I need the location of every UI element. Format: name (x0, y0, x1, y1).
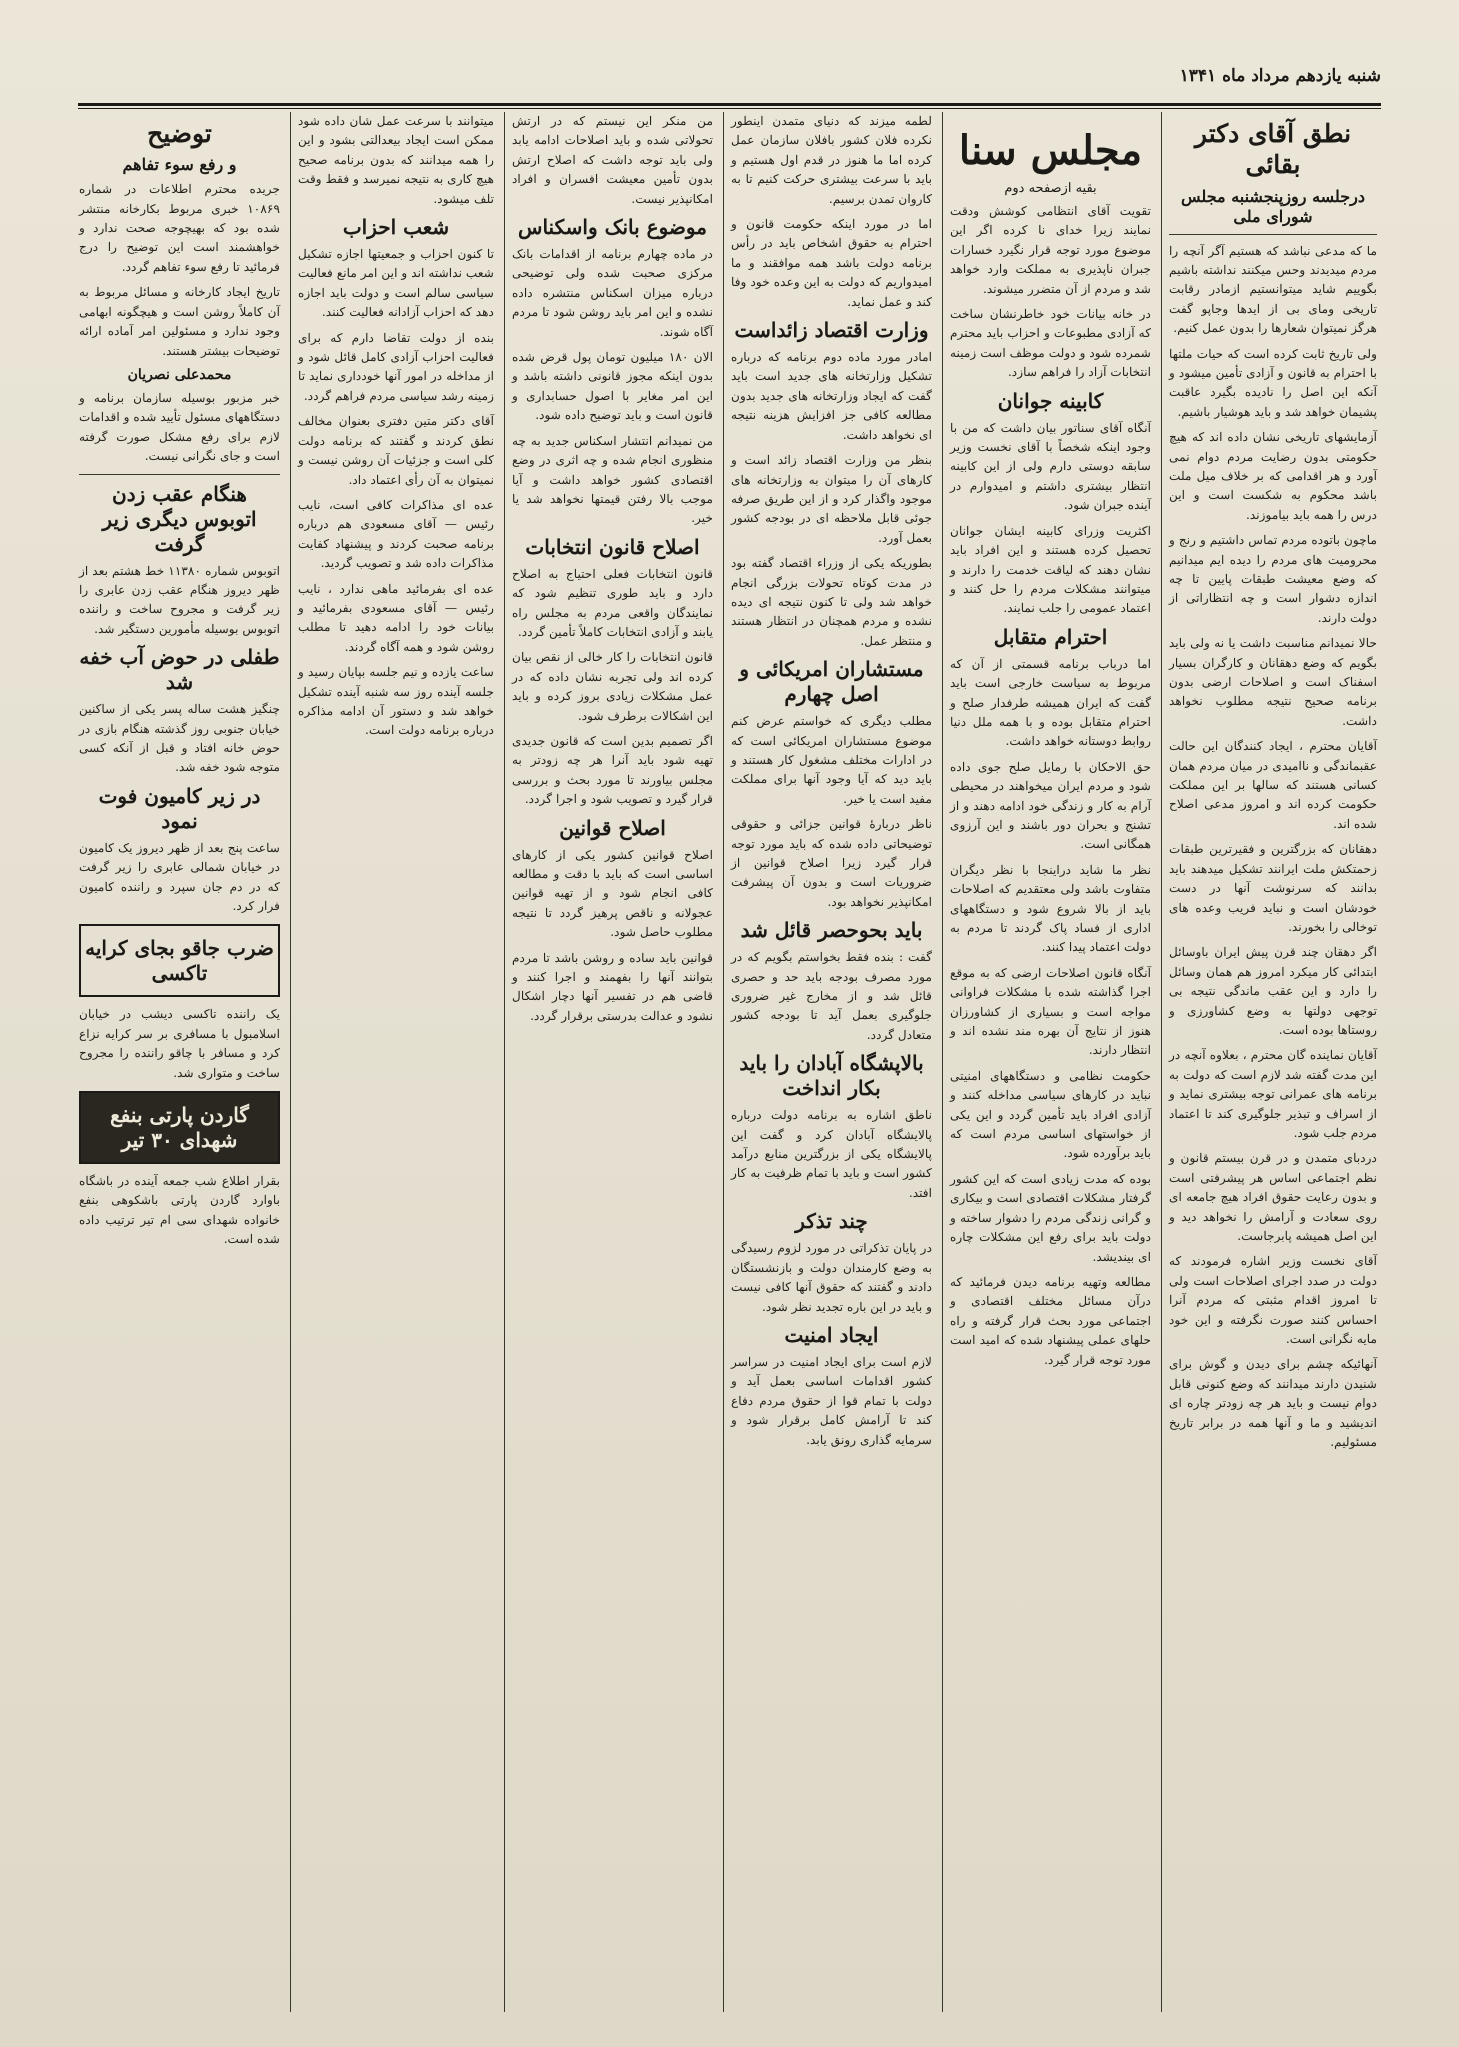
paragraph: میتوانند با سرعت عمل شان داده شود ممکن است ایجاد بیعدالتی بشود و این را همه میدانند که بدون برنامه صحیح هیچ کاری به نتیجه نمیرسد و فقط وقت تلف میشود. (298, 114, 494, 206)
paragraph: چنگیز هشت ساله پسر یکی از ساکنین خیابان جنوبی روز گذشته هنگام بازی در حوض خانه افتاد و قبل از آنکه کسی متوجه شود خفه شد. (79, 702, 280, 775)
paragraph: من منکر این نیستم که در ارتش تحولاتی شده و باید اصلاحات ادامه یابد ولی باید توجه داشت که اصلاح ارتش بدون تأمین معیشت افسران و افراد امکانپذیر نیست. (512, 114, 713, 206)
paragraph: حق الاحکان با رمایل صلح جوی داده شود و مردم ایران میخواهند در محیطی آرام به کار و زندگی خود ادامه دهند و از تشنج و بحران دور باشند و این آرزوی همگانی است. (950, 759, 1151, 852)
paragraph: ساعت پنج بعد از ظهر دیروز یک کامیون در خیابان شمالی عابری را زیر گرفت که در دم جان سپرد و راننده کامیون فرار کرد. (79, 840, 280, 913)
paragraph: لازم است برای ایجاد امنیت در سراسر کشور اقدامات اساسی بعمل آید و دولت با تمام قوا از حقوق مردم دفاع کند تا آرامش کامل برقرار شود و سرمایه گذاری رونق یابد. (731, 1354, 932, 1447)
paragraph: قانون انتخابات فعلی احتیاج به اصلاح دارد و باید طوری تنظیم شود که نمایندگان واقعی مردم به مجلس راه یابند و آزادی انتخابات کاملاً تأمین گردد. (512, 566, 713, 639)
headline-taxi-knife: ضرب جاقو بجای کرایه تاکسی (85, 936, 274, 986)
subheading: موضوع بانک واسکناس (518, 215, 707, 240)
paragraph: یک راننده تاکسی دیشب در خیابان اسلامبول با مسافری بر سر کرایه نزاع کرد و مسافر با چاقو راننده را مجروح ساخت و متواری شد. (79, 1007, 280, 1080)
paragraph: در پایان تذکراتی در مورد لزوم رسیدگی به وضع کارمندان دولت و بازنشستگان دادند و گفتند که حقوق آنها کافی نیست و باید در این باره تجدید نظر شود. (731, 1241, 932, 1314)
paragraph: ماچون باتوده مردم تماس داشتیم و رنج و محرومیت های مردم را دیده ایم میدانیم که وضع معیشت طبقات پایین تا چه اندازه دشوار است و چه انتظاراتی از دولت دارند. (1169, 533, 1377, 625)
paragraph: حالا نمیدانم مناسبت داشت یا نه ولی باید بگویم که وضع دهقانان و کارگران بسیار اسفناک است و اصلاحات ارضی بدون برنامه صحیح نتیجه مطلوب نخواهد داشت. (1169, 636, 1377, 728)
paragraph: اگر دهقان چند قرن پیش ایران باوسائل ابتدائی کار میکرد امروز هم همان وسائل را دارد و این عقب ماندگی نتیجه بی توجهی دولتها به وضع کشاورزی و روستاها بوده است. (1169, 945, 1377, 1037)
paragraph: ناظر دربارهٔ قوانین جزائی و حقوقی توضیحاتی داده شده که باید مورد توجه قرار گیرد زیرا اصلاح قوانین از ضروریات است و بدون آن پیشرفت امکانپذیر نخواهد بود. (731, 817, 932, 909)
subheading: احترام متقابل (993, 624, 1108, 649)
paragraph: آنهائیکه چشم برای دیدن و گوش برای شنیدن دارند میدانند که وضع کنونی قابل دوام نیست و باید هر چه زودتر چاره ای اندیشید و ما و آنها همه در برابر تاریخ مسئولیم. (1169, 1357, 1377, 1450)
header-rule (78, 103, 1381, 106)
paragraph: در ماده چهارم برنامه از اقدامات بانک مرکزی صحبت شده ولی توضیحی درباره میزان اسکناس منتشره داده نشده و این امر باید روشن شود تا مردم آگاه شوند. (512, 247, 713, 339)
subheading: چند تذکر (795, 1209, 868, 1234)
paragraph: حکومت نظامی و دستگاههای امنیتی نباید در کارهای سیاسی مداخله کنند و آزادی افراد باید تأمین گردد و این یکی از خواستهای اساسی مردم است که باید برآورده شود. (950, 1068, 1151, 1161)
headline-child-drowned: طفلی در حوض آب خفه شد (79, 645, 280, 695)
paragraph: الان ۱۸۰ میلیون تومان پول قرض شده بدون اینکه مجوز قانونی داشته باشد و این امر مغایر با اصول حسابداری و قانون است و باید توضیح داده شود. (512, 350, 713, 423)
column-senate-cont-3 (291, 112, 501, 2012)
paragraph: آزمایشهای تاریخی نشان داده اند که هیچ حکومتی بدون رضایت مردم دوام نمی آورد و هر اقدامی که بر خلاف میل ملت باشد محکوم به شکست است و این درس را همه باید بیاموزند. (1169, 430, 1377, 522)
paragraph: بنظر من وزارت اقتصاد زائد است و کارهای آن را میتوان به وزارتخانه های موجود واگذار کرد و از این طریق صرفه جوئی قابل ملاحظه ای در بودجه کشور بعمل آورد. (731, 453, 932, 545)
paragraph: آقایان نماینده گان محترم ، بعلاوه آنچه در این مدت گفته شد لازم است که دولت به برنامه های عمرانی توجه بیشتری نماید و از اسراف و تبذیر جلوگیری کند تا اعتماد مردم جلب شود. (1169, 1048, 1377, 1140)
paragraph: ناطق اشاره به برنامه دولت درباره پالایشگاه آبادان کرد و گفت این پالایشگاه یکی از بزرگترین منابع درآمد کشور است و باید با تمام ظرفیت به کار افتد. (731, 1108, 932, 1200)
paragraph: اتوبوس شماره ۱۱۳۸۰ خط هشتم بعد از ظهر دیروز هنگام عقب زدن عابری را زیر گرفت و مجروح ساخت و راننده اتوبوس بوسیله مأمورین دستگیر شد. (79, 563, 280, 636)
paragraph: نظر ما شاید دراینجا با نظر دیگران متفاوت باشد ولی معتقدیم که اصلاحات باید از بالا شروع شود و دستگاههای اداری از فساد پاک گردند تا مردم به دولت اعتماد پیدا کنند. (950, 862, 1151, 955)
column-senate (943, 112, 1158, 2012)
divider (1169, 234, 1377, 235)
paragraph: گفت : بنده فقط بخواستم بگویم که در مورد مصرف بودجه باید حد و حصری قائل شد و از مخارج غیر ضروری جلوگیری بعمل آید تا بودجه کشور متعادل گردد. (731, 950, 932, 1042)
column-rule (290, 112, 291, 2012)
paragraph: بقرار اطلاع شب جمعه آینده در باشگاه باوارد گاردن پارتی باشکوهی بنفع خانواده شهدای سی ام تیر ترتیب داده شده است. (79, 1174, 280, 1247)
column-baghaei-speech (1162, 112, 1384, 2012)
column-news-briefs (72, 112, 287, 2012)
divider (79, 474, 280, 475)
column-rule (504, 112, 505, 2012)
running-head (78, 62, 1381, 102)
continued-note: بقیه ازصفحه دوم (1004, 181, 1097, 196)
subheading: مستشاران امریکائی و اصل چهارم (739, 657, 924, 707)
subheading: وزارت اقتصاد زائداست (734, 318, 929, 343)
subheading: اصلاح قوانین (559, 815, 666, 840)
paragraph: ولی تاریخ ثابت کرده است که حیات ملتها با احترام به قانون و آزادی تأمین میشود و آنکه این اصل را نادیده بگیرد عاقبت پشیمان خواهد شد و باید هوشیار باشیم. (1169, 346, 1377, 419)
paragraph: اصلاح قوانین کشور یکی از کارهای اساسی است که باید با دقت و مطالعه کافی انجام شود و از تهیه قوانین عجولانه و ناقص پرهیز گردد تا نتیجه مطلوب حاصل شود. (512, 847, 713, 940)
boxed-headline-taxi (79, 924, 280, 997)
paragraph: آقای دکتر متین دفتری بعنوان مخالف نطق کردند و گفتند که برنامه دولت کلی است و جزئیات آن روشن نیست و نمیتوان به آن رأی اعتماد داد. (298, 414, 494, 487)
subheading: شعب احزاب (342, 215, 450, 240)
headline-senate: مجلس سنا (958, 127, 1143, 174)
headline-truck-accident: در زیر کامیون فوت نمود (98, 783, 261, 833)
paragraph: در خانه بیانات خود خاطرنشان ساخت که آزادی مطبوعات و احزاب باید محترم شمرده شود و دولت موظف است زمینه انتخابات آزاد را فراهم سازد. (950, 307, 1151, 380)
subheading: باید بحوحصر قائل شد (740, 918, 923, 943)
paragraph: جریده محترم اطلاعات در شماره ۱۰۸۶۹ خبری مربوط بکارخانه منتشر شده بود که بهیچوجه صحت ندارد و خواهشمند است این توضیح را درج فرمائید تا رفع سوء تفاهم گردد. (79, 182, 280, 274)
column-rule (723, 112, 724, 2012)
paragraph: بطوریکه یکی از وزراء اقتصاد گفته بود در مدت کوتاه تحولات بزرگی انجام خواهد شد ولی تا کنون نتیجه ای دیده نشده و مردم همچنان در انتظار هستند و منتظر عمل. (731, 556, 932, 648)
paragraph: مطالعه وتهیه برنامه دیدن فرمائید که درآن مسائل مختلف اقتصادی و اجتماعی مورد بحث قرار گرفته و راه حلهای عملی پیشنهاد شده که امید است مورد توجه قرار گیرد. (950, 1274, 1151, 1367)
paragraph: امادر مورد ماده دوم برنامه که درباره تشکیل وزارتخانه های جدید است باید گفت که ایجاد وزارتخانه های جدید بدون مطالعه کافی جز افزایش هزینه نتیجه ای نخواهد داشت. (731, 350, 932, 442)
paragraph: خبر مزبور بوسیله سازمان برنامه و دستگاههای مسئول تأیید شده و اقدامات لازم برای رفع مشکل صورت گرفته است و جای نگرانی نیست. (79, 390, 280, 464)
header-rule-thin (78, 108, 1381, 109)
column-rule (1161, 112, 1162, 2012)
paragraph: بوده که مدت زیادی است که این کشور گرفتار مشکلات اقتصادی است و بیکاری و گرانی زندگی مردم را دشوار ساخته و دولت باید برای رفع این مشکلات چاره ای بیندیشد. (950, 1171, 1151, 1264)
paragraph: لطمه میزند که دنیای متمدن اینطور نکرده فلان کشور بافلان سازمان عمل کرده اما ما هنوز در قدم اول هستیم و باید با سرعت بیشتری حرکت کنیم تا به کاروان تمدن برسیم. (731, 114, 932, 206)
columns (72, 112, 1384, 2012)
subheadline-baghaei: درجلسه روزپنجشنبه مجلس شورای ملی (1181, 186, 1365, 226)
subheading: و رفع سوء تفاهم (122, 155, 237, 175)
paragraph: ما که مدعی نباشد که هستیم آگر آنچه را مردم میدیدند وحس میکنند نداشته باشیم بگوییم شاید میتوانستیم ازمادر رقابت تاریخی ومای بی از ایدها وجاپو گفت هرگز نمیتوان شعارها را بدون عمل کنیم. (1169, 243, 1377, 336)
headline-clarification: توضیح (147, 119, 212, 148)
paragraph: بنده از دولت تقاضا دارم که برای فعالیت احزاب آزادی کامل قائل شود و از مداخله در امور آنها خودداری نماید تا زمینه رشد سیاسی مردم فراهم گردد. (298, 330, 494, 403)
column-senate-cont (724, 112, 939, 2012)
headline-garden-party: گاردن پارتی بنفع شهدای ۳۰ تیر (110, 1103, 249, 1153)
subheading: بالاپشگاه آبادان را باید بکار انداخت (739, 1051, 924, 1101)
paragraph: قوانین باید ساده و روشن باشد تا مردم بتوانند آنها را بفهمند و اجرا کنند و قاضی هم در تفسیر آنها دچار اشکال نشود و عدالت بدرستی برقرار گردد. (512, 950, 713, 1023)
byline: محمدعلی نصریان (127, 366, 232, 383)
paragraph: ساعت یازده و نیم جلسه بپایان رسید و جلسه آینده روز سه شنبه آینده تشکیل خواهد شد و دستور آن ادامه مذاکره درباره برنامه دولت است. (298, 665, 494, 738)
paragraph: آقایان محترم ، ایجاد کنندگان این حالت عقبماندگی و ناامیدی در میان مردم همان کسانی هستند که سالها بر این مملکت حکومت کرده اند و امروز مدعی اصلاح شده اند. (1169, 739, 1377, 831)
subheading: اصلاح قانون انتخابات (525, 534, 700, 559)
subheading: ایجاد امنیت (784, 1322, 879, 1347)
boxed-headline-garden-party (79, 1091, 280, 1164)
paragraph: دهقانان که بزرگترین و فقیرترین طبقات زحمتکش ملت ایرانند تشکیل میدهند باید بدانند که سرنوشت آنها در دست خودشان است و نباید فریب وعده های توخالی را بخورند. (1169, 842, 1377, 934)
headline-baghaei: نطق آقای دکتر بقائی (1194, 119, 1352, 180)
paragraph: اما در مورد اینکه حکومت قانون و احترام به حقوق اشخاص باید در رأس برنامه دولت باشد همه موافقند و ما امیدواریم که دولت به این وعده خود وفا کند و عمل نماید. (731, 217, 932, 309)
paragraph: اما درباب برنامه قسمتی از آن که مربوط به سیاست خارجی است باید گفت که ایران همیشه طرفدار صلح و احترام متقابل بوده و با همه ملل دنیا روابط دوستانه خواهد داشت. (950, 656, 1151, 749)
paragraph: آنگاه آقای سناتور بیان داشت که من با وجود اینکه شخصاً با آقای نخست وزیر سابقه دوستی دارم ولی از این کابینه انتظار بیشتری داشتم و امیدوارم در آینده جبران شود. (950, 420, 1151, 513)
paragraph: اگر تصمیم بدین است که قانون جدیدی تهیه شود باید آنرا هر چه زودتر به مجلس بیاورند تا مورد بحث و بررسی قرار گیرد و تصویب شود و اجرا گردد. (512, 733, 713, 807)
paragraph: تا کنون احزاب و جمعیتها اجازه تشکیل شعب نداشته اند و این امر مانع فعالیت سیاسی سالم است و دولت باید اجازه دهد که احزاب آزادانه فعالیت کنند. (298, 247, 494, 320)
paragraph: مطلب دیگری که خواستم عرض کنم موضوع مستشاران امریکائی است که در ادارات مختلف مشغول کار هستند و باید دید که آیا وجود آنها برای مملکت مفید است یا خیر. (731, 714, 932, 806)
paragraph: آنگاه قانون اصلاحات ارضی که به موقع اجرا گذاشته شده با مشکلات فراوانی مواجه است و بسیاری از کشاورزان هنوز از نتایج آن بهره مند نشده اند و انتظار دارند. (950, 965, 1151, 1058)
paragraph: دردبای متمدن و در قرن بیستم قانون و نظم اجتماعی اساس هر پیشرفتی است و بدون رعایت حقوق افراد هیچ جامعه ای روی سعادت و آرامش را نخواهد دید و این اصل همیشه پابرجاست. (1169, 1151, 1377, 1243)
headline-bus-accident: هنگام عقب زدن اتوبوس دیگری زیر گرفت (102, 481, 257, 556)
paragraph: عده ای مذاکرات کافی است، نایب رئیس — آقای مسعودی هم درباره برنامه صحبت کردند و پیشنهاد کفایت مذاکرات داده شد و تصویب گردید. (298, 497, 494, 571)
paragraph: تاریخ ایجاد کارخانه و مسائل مربوط به آن کاملاً روشن است و هیچگونه ابهامی وجود ندارد و مسئولین امر آماده ارائه توضیحات بیشتر هستند. (79, 285, 280, 358)
paragraph: آقای نخست وزیر اشاره فرمودند که دولت در صدد اجرای اصلاحات است ولی تا امروز اقدام مثبتی که مردم آنرا احساس کنند صورت نگرفته و این خود مایه نگرانی است. (1169, 1254, 1377, 1347)
column-rule (942, 112, 943, 2012)
date-line: شنبه یازدهم مرداد ماه ۱۳۴۱ (1179, 66, 1381, 86)
paragraph: قانون انتخابات را کار خالی از نقص بیان کرده اند ولی تجربه نشان داده که در عمل مشکلات زیادی بروز کرده و باید این اشکالات برطرف شود. (512, 650, 713, 723)
subheading: کابینه جوانان (997, 388, 1104, 413)
column-senate-cont-2 (505, 112, 720, 2012)
paragraph: عده ای بفرمائید ماهی ندارد ، نایب رئیس — آقای مسعودی بفرمائید و بیانات خود را ادامه دهید تا مطلب روشن شود و همه آگاه گردند. (298, 581, 494, 654)
paragraph: اکثریت وزرای کابینه ایشان جوانان تحصیل کرده هستند و این افراد باید نشان دهند که لیاقت خدمت را دارند و میتوانند مشکلات مردم را حل کنند و اعتماد عمومی را جلب نمایند. (950, 523, 1151, 616)
paragraph: تقویت آقای انتظامی کوشش ودقت نمایند زیرا خدای نا کرده اگر این موضوع مورد توجه قرار نگیرد خسارات جبران ناپذیری به مملکت وارد خواهد شد و مردم از آن متضرر میشوند. (950, 204, 1151, 296)
paragraph: من نمیدانم انتشار اسکناس جدید به چه منظوری انجام شده و چه اثری در وضع اقتصادی کشور خواهد داشت و آیا موجب بالا رفتن قیمتها نخواهد شد یا خیر. (512, 433, 713, 526)
